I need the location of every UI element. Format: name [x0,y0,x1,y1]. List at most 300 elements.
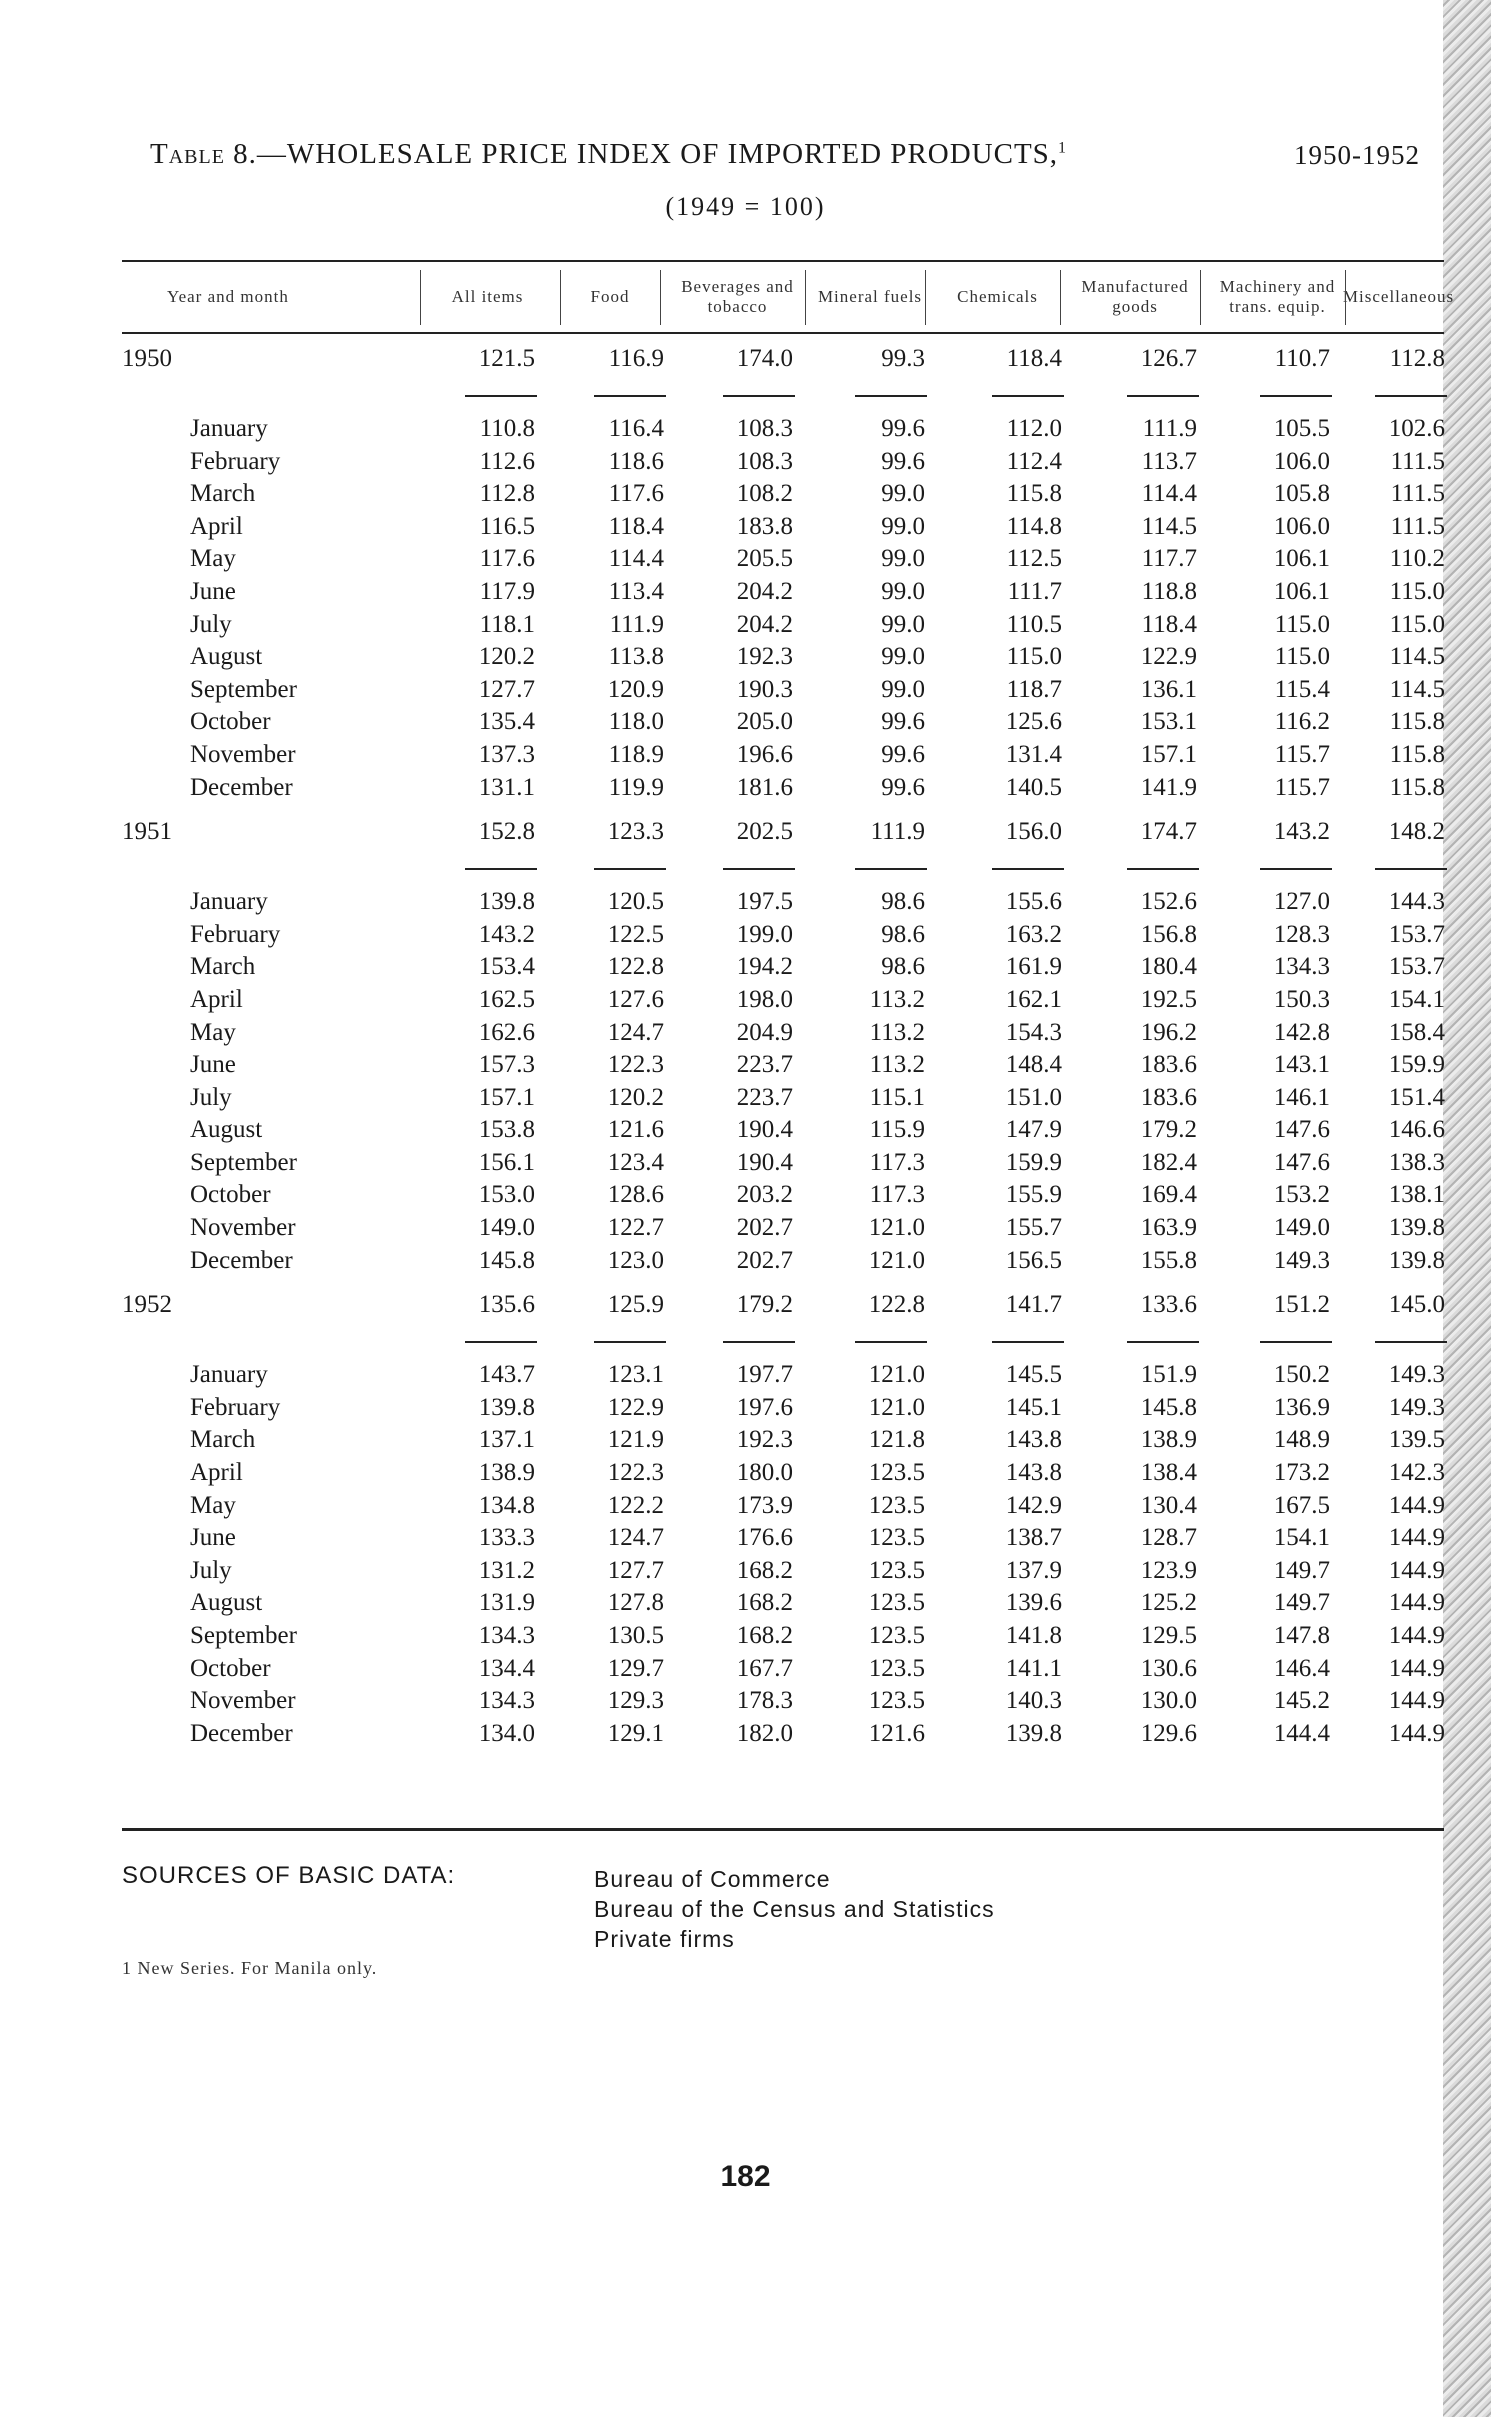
source-item: Bureau of the Census and Statistics [594,1896,995,1922]
table-row [0,1589,1491,1622]
value-cell: 127.7 [607,1556,664,1584]
header-bottom-rule [122,332,1444,334]
value-cell: 150.2 [1273,1361,1330,1389]
column-header: Mineral fuels [817,287,923,306]
annual-underline-row [0,1335,1491,1361]
value-cell: 114.5 [1389,643,1445,671]
year-label: 1952 [122,1291,172,1319]
value-cell: 98.6 [881,920,925,948]
value-cell: 123.5 [868,1491,925,1519]
value-cell: 143.2 [478,920,535,948]
value-cell: 113.2 [869,985,925,1013]
value-cell: 155.9 [1005,1181,1062,1209]
value-cell: 138.4 [1140,1459,1197,1487]
value-cell: 143.8 [1005,1459,1062,1487]
value-cell: 143.8 [1005,1426,1062,1454]
value-cell: 131.2 [478,1556,535,1584]
value-cell: 178.3 [736,1687,793,1715]
value-cell: 136.1 [1140,675,1197,703]
value-cell: 99.6 [881,415,925,442]
year-label: 1950 [122,345,172,372]
value-cell: 108.2 [736,480,793,508]
value-cell: 118.4 [608,512,664,540]
value-cell: 115.4 [1274,675,1330,703]
month-label: July [190,610,232,638]
value-cell: 157.3 [478,1051,535,1079]
annual-underline [465,1341,537,1343]
value-cell: 144.9 [1388,1556,1445,1584]
value-cell: 152.6 [1140,888,1197,916]
table-row [0,1492,1491,1525]
value-cell: 123.5 [868,1524,925,1552]
table-row [0,986,1491,1019]
value-cell: 202.7 [736,1246,793,1274]
value-cell: 130.4 [1140,1491,1197,1519]
value-cell: 131.9 [478,1589,535,1617]
value-cell: 123.3 [607,818,664,846]
month-label: March [190,1426,256,1454]
column-separator [1060,270,1061,325]
table-row [0,774,1491,807]
value-cell: 99.0 [881,577,925,605]
value-cell: 145.8 [1140,1393,1197,1421]
value-cell: 108.3 [736,447,793,475]
value-cell: 139.8 [478,888,535,916]
month-label: January [190,1361,268,1389]
month-label: April [190,985,243,1013]
value-cell: 156.0 [1005,818,1062,846]
value-cell: 99.6 [881,740,925,768]
table-row [0,888,1491,921]
value-cell: 154.1 [1273,1524,1330,1552]
value-cell: 106.0 [1273,512,1330,540]
month-label: October [190,1181,271,1209]
table-base-note: (1949 = 100) [665,192,826,221]
value-cell: 138.9 [478,1459,535,1487]
table-row [0,1214,1491,1247]
value-cell: 196.2 [1140,1018,1197,1046]
value-cell: 115.8 [1389,708,1445,736]
value-cell: 111.9 [609,610,664,638]
annual-underline [594,868,666,870]
value-cell: 127.8 [607,1589,664,1617]
value-cell: 106.1 [1273,577,1330,605]
value-cell: 153.0 [478,1181,535,1209]
value-cell: 122.2 [607,1491,664,1519]
month-label: September [190,675,297,703]
value-cell: 111.9 [870,818,925,846]
value-cell: 168.2 [736,1589,793,1617]
table-row [0,1149,1491,1182]
value-cell: 123.1 [607,1361,664,1389]
value-cell: 121.8 [868,1426,925,1454]
value-cell: 116.2 [1274,708,1330,736]
value-cell: 176.6 [736,1524,793,1552]
value-cell: 148.4 [1005,1051,1062,1079]
value-cell: 122.5 [607,920,664,948]
month-label: October [190,1654,271,1682]
value-cell: 144.9 [1388,1719,1445,1747]
value-cell: 114.4 [608,545,664,573]
value-cell: 192.3 [736,643,793,671]
value-cell: 137.3 [478,740,535,768]
value-cell: 120.2 [478,643,535,671]
value-cell: 126.7 [1140,345,1197,372]
value-cell: 145.2 [1273,1687,1330,1715]
value-cell: 149.3 [1388,1393,1445,1421]
month-label: September [190,1148,297,1176]
value-cell: 154.1 [1388,985,1445,1013]
value-cell: 141.9 [1140,773,1197,801]
value-cell: 122.9 [607,1393,664,1421]
value-cell: 190.4 [736,1148,793,1176]
value-cell: 117.7 [1141,545,1197,573]
value-cell: 127.7 [478,675,535,703]
table-row [0,1084,1491,1117]
annual-underline [1260,868,1332,870]
value-cell: 190.4 [736,1116,793,1144]
value-cell: 111.5 [1390,512,1445,540]
value-cell: 180.4 [1140,953,1197,981]
month-label: July [190,1083,232,1111]
value-cell: 197.7 [736,1361,793,1389]
value-cell: 121.0 [868,1393,925,1421]
source-item: Private firms [594,1926,735,1952]
value-cell: 143.7 [478,1361,535,1389]
value-cell: 139.6 [1005,1589,1062,1617]
value-cell: 147.9 [1005,1116,1062,1144]
table-row [0,1247,1491,1280]
value-cell: 114.4 [1141,480,1197,508]
value-cell: 153.1 [1140,708,1197,736]
value-cell: 144.3 [1388,888,1445,916]
value-cell: 115.7 [1274,773,1330,801]
value-cell: 122.3 [607,1459,664,1487]
value-cell: 148.2 [1388,818,1445,846]
table-row [0,643,1491,676]
value-cell: 118.4 [1006,345,1062,372]
value-cell: 111.5 [1390,447,1445,475]
value-cell: 116.9 [608,345,664,372]
value-cell: 148.9 [1273,1426,1330,1454]
value-cell: 135.6 [478,1291,535,1319]
table-row [0,1524,1491,1557]
value-cell: 194.2 [736,953,793,981]
value-cell: 169.4 [1140,1181,1197,1209]
value-cell: 144.4 [1273,1719,1330,1747]
value-cell: 145.8 [478,1246,535,1274]
value-cell: 173.9 [736,1491,793,1519]
value-cell: 123.5 [868,1556,925,1584]
table-row [0,741,1491,774]
value-cell: 123.5 [868,1654,925,1682]
value-cell: 145.5 [1005,1361,1062,1389]
value-cell: 153.7 [1388,953,1445,981]
value-cell: 199.0 [736,920,793,948]
value-cell: 99.3 [881,345,925,372]
annual-underline [1127,868,1199,870]
value-cell: 144.9 [1388,1524,1445,1552]
year-label: 1951 [122,818,172,846]
value-cell: 151.9 [1140,1361,1197,1389]
column-header: All items [451,287,524,306]
value-cell: 123.4 [607,1148,664,1176]
value-cell: 145.1 [1005,1393,1062,1421]
value-cell: 123.5 [868,1459,925,1487]
value-cell: 122.9 [1140,643,1197,671]
value-cell: 196.6 [736,740,793,768]
value-cell: 173.2 [1273,1459,1330,1487]
value-cell: 110.2 [1389,545,1445,573]
table-row [0,1557,1491,1590]
value-cell: 106.0 [1273,447,1330,475]
value-cell: 134.3 [1273,953,1330,981]
annual-underline [855,1341,927,1343]
value-cell: 147.6 [1273,1116,1330,1144]
value-cell: 111.9 [1142,415,1197,442]
annual-underline [465,868,537,870]
value-cell: 125.9 [607,1291,664,1319]
year-summary-row [0,1291,1491,1335]
month-label: February [190,1393,281,1421]
value-cell: 156.8 [1140,920,1197,948]
table-row [0,1687,1491,1720]
value-cell: 146.1 [1273,1083,1330,1111]
value-cell: 112.8 [479,480,535,508]
value-cell: 139.8 [1388,1214,1445,1242]
table-row [0,1361,1491,1394]
value-cell: 123.0 [607,1246,664,1274]
value-cell: 205.0 [736,708,793,736]
table-row [0,1116,1491,1149]
annual-underline-row [0,862,1491,888]
value-cell: 142.3 [1388,1459,1445,1487]
value-cell: 117.3 [869,1181,925,1209]
value-cell: 127.6 [607,985,664,1013]
value-cell: 124.7 [607,1524,664,1552]
value-cell: 156.1 [478,1148,535,1176]
column-header: Food [590,287,630,306]
value-cell: 121.6 [607,1116,664,1144]
table-bottom-rule [122,1828,1444,1831]
value-cell: 116.4 [608,415,664,442]
annual-underline [1375,395,1447,397]
value-cell: 133.3 [478,1524,535,1552]
month-label: June [190,1524,236,1552]
month-label: August [190,1116,263,1144]
value-cell: 112.5 [1006,545,1062,573]
value-cell: 153.4 [478,953,535,981]
value-cell: 151.2 [1273,1291,1330,1319]
value-cell: 144.9 [1388,1491,1445,1519]
month-label: December [190,1246,293,1274]
value-cell: 114.8 [1006,512,1062,540]
annual-underline [723,868,795,870]
column-headers [0,262,1491,332]
value-cell: 197.5 [736,888,793,916]
value-cell: 167.7 [736,1654,793,1682]
value-cell: 144.9 [1388,1654,1445,1682]
table-row [0,921,1491,954]
value-cell: 122.3 [607,1051,664,1079]
value-cell: 149.3 [1273,1246,1330,1274]
value-cell: 111.5 [1390,480,1445,508]
month-label: November [190,740,296,768]
value-cell: 118.0 [608,708,664,736]
value-cell: 142.8 [1273,1018,1330,1046]
value-cell: 131.4 [1005,740,1062,768]
value-cell: 155.7 [1005,1214,1062,1242]
value-cell: 202.7 [736,1214,793,1242]
value-cell: 125.6 [1005,708,1062,736]
value-cell: 118.4 [1141,610,1197,638]
value-cell: 192.5 [1140,985,1197,1013]
value-cell: 117.9 [479,577,535,605]
month-label: June [190,1051,236,1079]
table-row [0,448,1491,481]
page-number: 182 [720,2160,771,2193]
value-cell: 204.9 [736,1018,793,1046]
value-cell: 121.5 [478,345,535,372]
value-cell: 113.8 [608,643,664,671]
month-label: January [190,888,268,916]
value-cell: 129.1 [607,1719,664,1747]
month-label: March [190,480,256,508]
value-cell: 152.8 [478,818,535,846]
value-cell: 120.9 [607,675,664,703]
month-label: November [190,1214,296,1242]
month-label: May [190,1018,236,1046]
value-cell: 180.0 [736,1459,793,1487]
value-cell: 141.1 [1005,1654,1062,1682]
month-label: February [190,920,281,948]
price-index-table [0,345,1491,1752]
value-cell: 128.6 [607,1181,664,1209]
value-cell: 99.6 [881,708,925,736]
value-cell: 163.9 [1140,1214,1197,1242]
value-cell: 139.5 [1388,1426,1445,1454]
column-separator [660,270,661,325]
value-cell: 123.5 [868,1687,925,1715]
value-cell: 136.9 [1273,1393,1330,1421]
value-cell: 202.5 [736,818,793,846]
table-row [0,611,1491,644]
value-cell: 118.6 [608,447,664,475]
sources-label: SOURCES OF BASIC DATA: [122,1862,456,1889]
value-cell: 118.1 [479,610,535,638]
value-cell: 121.6 [868,1719,925,1747]
month-label: August [190,1589,263,1617]
value-cell: 98.6 [881,953,925,981]
value-cell: 112.0 [1006,415,1062,442]
value-cell: 181.6 [736,773,793,801]
column-header: Chemicals [957,287,1038,306]
value-cell: 223.7 [736,1083,793,1111]
value-cell: 113.7 [1141,447,1197,475]
value-cell: 115.0 [1274,643,1330,671]
value-cell: 133.6 [1140,1291,1197,1319]
value-cell: 117.6 [479,545,535,573]
column-header: Miscellaneous [1342,287,1455,306]
value-cell: 151.0 [1005,1083,1062,1111]
value-cell: 149.3 [1388,1361,1445,1389]
value-cell: 105.8 [1273,480,1330,508]
table-row [0,578,1491,611]
column-header: Machinery and trans. equip. [1219,277,1336,316]
table-row [0,1622,1491,1655]
value-cell: 174.7 [1140,818,1197,846]
value-cell: 121.0 [868,1361,925,1389]
value-cell: 147.8 [1273,1622,1330,1649]
value-cell: 106.1 [1273,545,1330,573]
month-label: June [190,577,236,605]
value-cell: 143.2 [1273,818,1330,846]
value-cell: 129.3 [607,1687,664,1715]
value-cell: 146.4 [1273,1654,1330,1682]
value-cell: 129.5 [1140,1622,1197,1649]
value-cell: 131.1 [478,773,535,801]
month-label: May [190,545,236,573]
value-cell: 168.2 [736,1622,793,1649]
value-cell: 115.1 [869,1083,925,1111]
value-cell: 99.0 [881,545,925,573]
year-summary-row [0,818,1491,862]
value-cell: 150.3 [1273,985,1330,1013]
value-cell: 155.8 [1140,1246,1197,1274]
month-label: April [190,1459,243,1487]
value-cell: 122.7 [607,1214,664,1242]
value-cell: 135.4 [478,708,535,736]
table-row [0,480,1491,513]
title-footnote-mark: 1 [1058,139,1068,157]
value-cell: 102.6 [1388,415,1445,442]
value-cell: 146.6 [1388,1116,1445,1144]
value-cell: 114.5 [1389,675,1445,703]
value-cell: 192.3 [736,1426,793,1454]
value-cell: 223.7 [736,1051,793,1079]
value-cell: 157.1 [1140,740,1197,768]
column-separator [560,270,561,325]
value-cell: 123.5 [868,1589,925,1617]
table-title [150,138,1420,171]
annual-underline [1260,1341,1332,1343]
value-cell: 144.9 [1388,1589,1445,1617]
value-cell: 140.5 [1005,773,1062,801]
table-row [0,1426,1491,1459]
table-row [0,676,1491,709]
value-cell: 141.8 [1005,1622,1062,1649]
month-label: November [190,1687,296,1715]
value-cell: 163.2 [1005,920,1062,948]
value-cell: 204.2 [736,610,793,638]
value-cell: 134.4 [478,1654,535,1682]
value-cell: 183.6 [1140,1083,1197,1111]
value-cell: 112.6 [479,447,535,475]
value-cell: 137.9 [1005,1556,1062,1584]
table-row [0,1394,1491,1427]
value-cell: 158.4 [1388,1018,1445,1046]
value-cell: 117.3 [869,1148,925,1176]
annual-underline [465,395,537,397]
value-cell: 99.0 [881,610,925,638]
value-cell: 124.7 [607,1018,664,1046]
value-cell: 123.5 [868,1622,925,1649]
column-separator [420,270,421,325]
value-cell: 119.9 [608,773,664,801]
value-cell: 134.3 [478,1622,535,1649]
value-cell: 153.7 [1388,920,1445,948]
month-label: March [190,953,256,981]
